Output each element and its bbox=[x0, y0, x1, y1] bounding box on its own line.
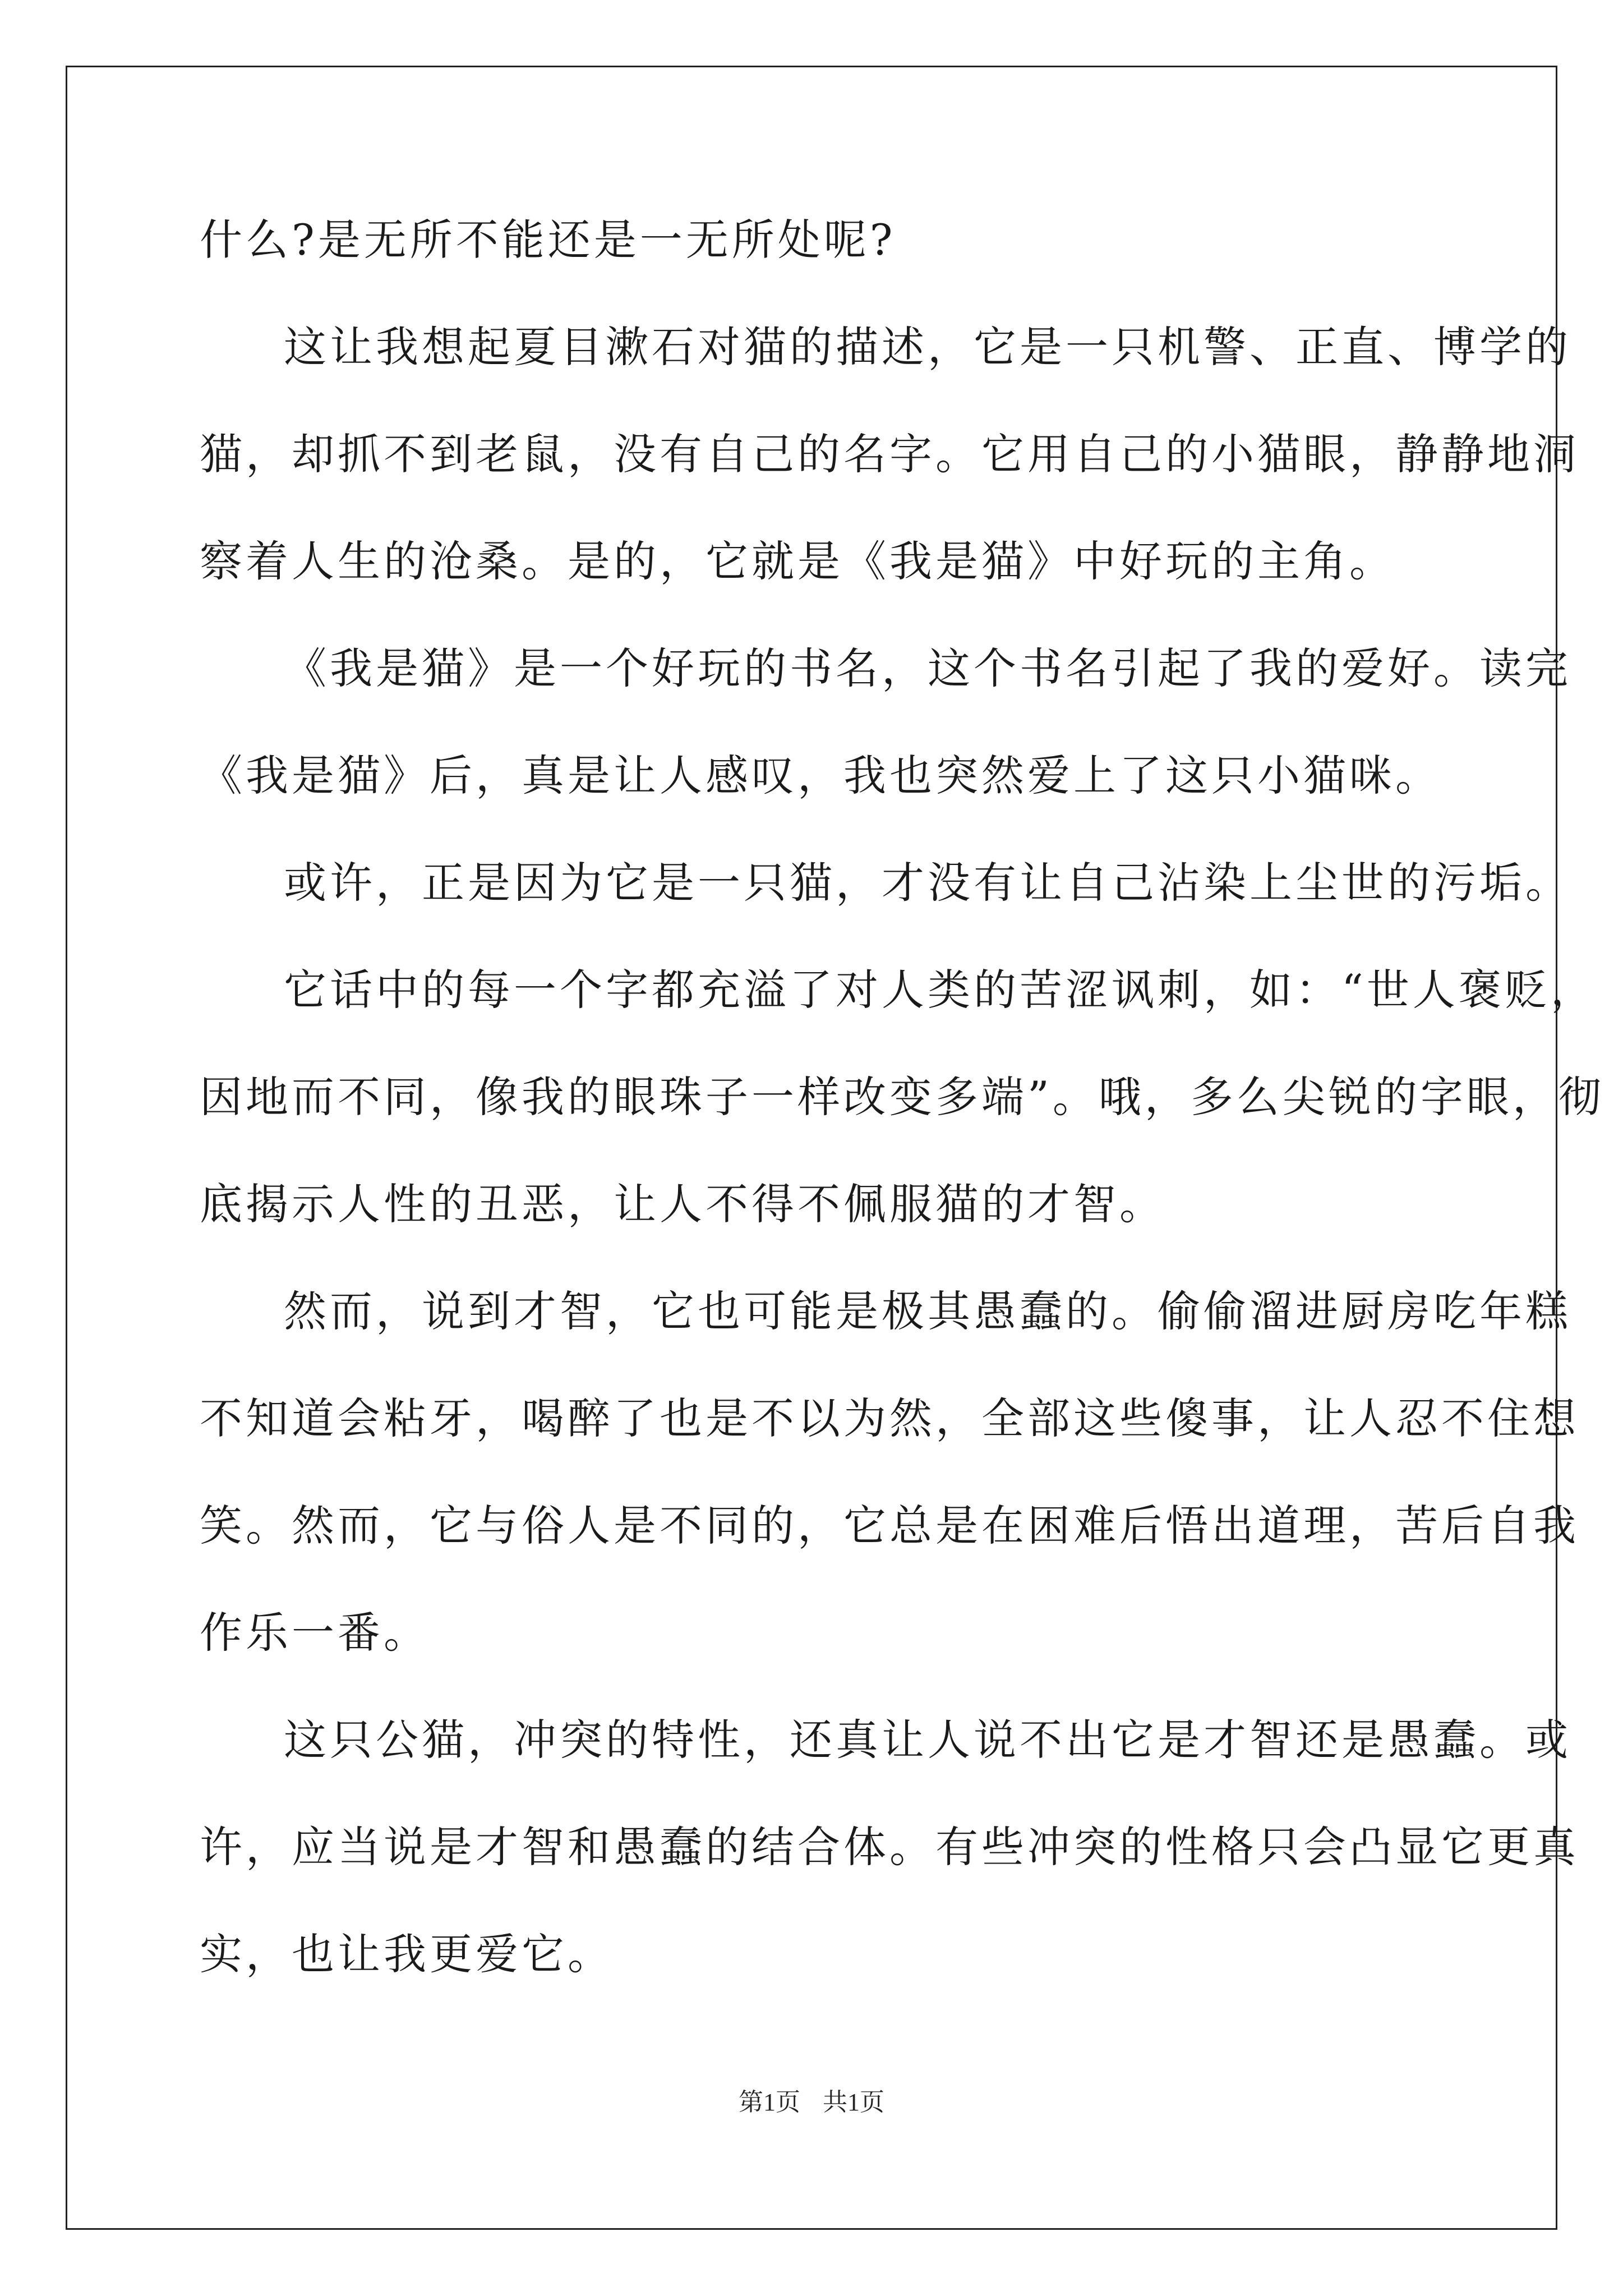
text-line: 底揭示人性的丑恶，让人不得不佩服猫的才智。 bbox=[200, 1179, 1165, 1229]
text-line: 实，也让我更爱它。 bbox=[200, 1929, 614, 1979]
page-total: 共1页 bbox=[823, 2088, 884, 2116]
text-line: 或许，正是因为它是一只猫，才没有让自己沾染上尘世的污垢。 bbox=[284, 858, 1571, 908]
text-line: 它话中的每一个字都充溢了对人类的苦涩讽刺，如：“世人褒贬， bbox=[284, 965, 1597, 1015]
text-line: 《我是猫》是一个好玩的书名，这个书名引起了我的爱好。读完 bbox=[284, 643, 1571, 693]
text-line: 这只公猫，冲突的特性，还真让人说不出它是才智还是愚蠢。或 bbox=[284, 1715, 1571, 1765]
document-body bbox=[200, 213, 1604, 1981]
text-line: 不知道会粘牙，喝醉了也是不以为然，全部这些傻事，让人忍不住想 bbox=[200, 1393, 1579, 1443]
text-line: 因地而不同，像我的眼珠子一样改变多端”。哦，多么尖锐的字眼，彻 bbox=[200, 1072, 1604, 1122]
text-line: 然而，说到才智，它也可能是极其愚蠢的。偷偷溜进厨房吃年糕 bbox=[284, 1286, 1571, 1336]
text-line: 笑。然而，它与俗人是不同的，它总是在困难后悟出道理，苦后自我 bbox=[200, 1501, 1579, 1550]
page-number: 第1页 bbox=[739, 2088, 800, 2116]
page-footer bbox=[0, 2087, 1623, 2118]
text-line: 察着人生的沧桑。是的，它就是《我是猫》中好玩的主角。 bbox=[200, 536, 1395, 586]
text-line: 《我是猫》后，真是让人感叹，我也突然爱上了这只小猫咪。 bbox=[200, 751, 1441, 800]
text-line: 这让我想起夏目漱石对猫的描述，它是一只机警、正直、博学的 bbox=[284, 322, 1571, 372]
text-line: 猫，却抓不到老鼠，没有自己的名字。它用自己的小猫眼，静静地洞 bbox=[200, 429, 1579, 479]
text-line: 作乐一番。 bbox=[200, 1608, 430, 1658]
text-line: 许，应当说是才智和愚蠢的结合体。有些冲突的性格只会凸显它更真 bbox=[200, 1822, 1579, 1872]
text-line: 什么?是无所不能还是一无所处呢? bbox=[200, 215, 896, 265]
